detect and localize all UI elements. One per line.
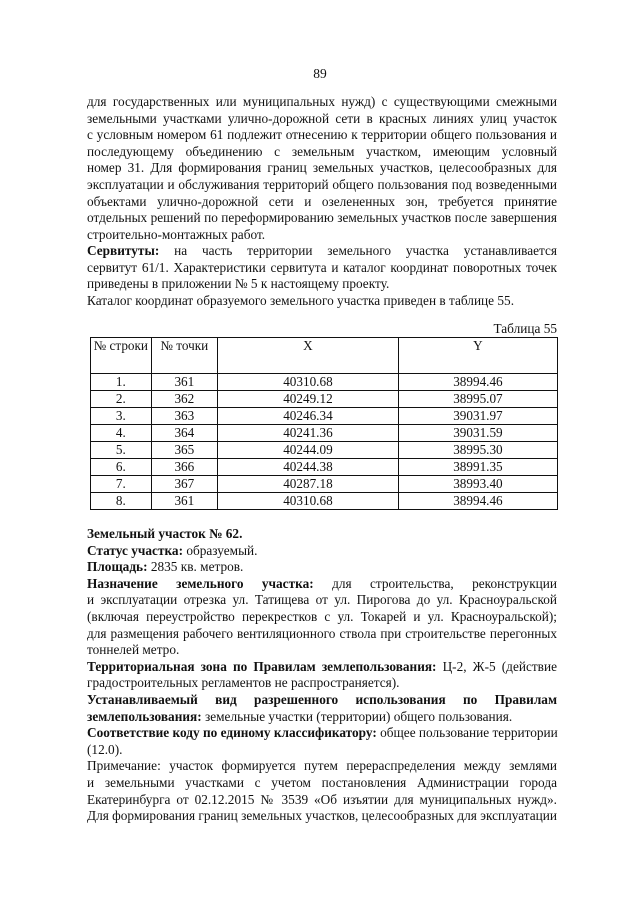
- cell-x: 40241.36: [218, 425, 399, 442]
- cell-y: 38991.35: [398, 459, 557, 476]
- text-line: для размещения рабочего вентиляционного ствола при строительстве перегонных: [87, 625, 557, 641]
- servitudes-label: Сервитуты:: [87, 243, 160, 258]
- header-point-no: № точки: [151, 338, 217, 374]
- text-line: с условным номером 61 подлежит отнесению к территории общего пользования и: [87, 127, 557, 143]
- page-number: 89: [313, 66, 327, 81]
- intro-paragraph: [87, 94, 557, 243]
- coordinates-table: [90, 337, 558, 510]
- cell-y: 39031.59: [398, 425, 557, 442]
- text-line: и эксплуатации отрезка ул. Татищева от ул. Пирогова до ул. Красноуральской: [87, 592, 557, 608]
- text-line: земельными участками улично-дорожной сети в красных линиях улиц участок: [87, 110, 557, 126]
- use-line: [87, 709, 557, 726]
- header-row-no: № строки: [91, 338, 152, 374]
- cell-row-no: 6.: [91, 459, 152, 476]
- note-line: Для формирования границ земельных участков, целесообразных для эксплуатации: [87, 808, 557, 824]
- parcel-section: [87, 526, 557, 825]
- text-line: отдельных решений по переформированию земельных участков после завершения: [87, 210, 557, 226]
- text-line: (12.0).: [87, 741, 123, 757]
- table-row: [91, 459, 558, 476]
- text-line: приведены в приложении № 5 к настоящему проекту.: [87, 276, 390, 292]
- zone-value: Ц-2, Ж-5 (действие: [442, 658, 557, 674]
- text-line: (включая переустройство перекрестков с ул. Токарей и ул. Красноуральской);: [87, 608, 557, 624]
- cell-row-no: 5.: [91, 442, 152, 459]
- cell-y: 38994.46: [398, 374, 557, 391]
- cell-row-no: 2.: [91, 391, 152, 408]
- cell-point: 361: [151, 493, 217, 510]
- text-line: градостроительных регламентов не распространяется).: [87, 675, 400, 691]
- parcel-title: [87, 526, 557, 543]
- cell-y: 39031.97: [398, 408, 557, 425]
- cell-x: 40244.38: [218, 459, 399, 476]
- use-value: земельные участки (территории) общего пользования.: [204, 708, 513, 724]
- cell-x: 40310.68: [218, 493, 399, 510]
- area-value: 2835 кв. метров.: [150, 559, 244, 575]
- cell-y: 38995.07: [398, 391, 557, 408]
- table-caption: Таблица 55: [493, 321, 557, 336]
- cell-point: 364: [151, 425, 217, 442]
- cell-y: 38994.46: [398, 493, 557, 510]
- cell-row-no: 1.: [91, 374, 152, 391]
- text-line: строительно-монтажных работ.: [87, 226, 266, 242]
- header-y: Y: [398, 338, 557, 374]
- cell-x: 40287.18: [218, 476, 399, 493]
- cell-row-no: 3.: [91, 408, 152, 425]
- text-line: [87, 243, 557, 260]
- note-line: и земельными участками с учетом постановления Администрации города: [87, 774, 557, 790]
- table-row: [91, 442, 558, 459]
- use-label-line: [87, 692, 557, 709]
- cell-point: 363: [151, 408, 217, 425]
- text-line: эксплуатации и обслуживания территорий общего пользования под возведенными: [87, 176, 557, 192]
- code-label: Соответствие коду по единому классификатору:: [87, 725, 377, 741]
- cell-point: 362: [151, 391, 217, 408]
- text-line: последующему объединению с земельным участком, имеющим условный: [87, 143, 557, 159]
- code-value: общее пользование территории: [380, 725, 558, 741]
- cell-point: 365: [151, 442, 217, 459]
- table-row: [91, 391, 558, 408]
- cell-x: 40246.34: [218, 408, 399, 425]
- cell-y: 38995.30: [398, 442, 557, 459]
- use-label-cont: землепользования:: [87, 708, 202, 724]
- servitudes-paragraph: [87, 243, 557, 309]
- use-label: Устанавливаемый вид разрешенного использования по Правилам: [87, 691, 557, 707]
- purpose-value: для строительства, реконструкции: [332, 575, 558, 591]
- text-line: тоннелей метро.: [87, 642, 180, 658]
- area-label: Площадь:: [87, 559, 148, 575]
- table-row: [91, 476, 558, 493]
- table-row: [91, 425, 558, 442]
- status-line: [87, 543, 557, 560]
- table-row: [91, 493, 558, 510]
- cell-x: 40249.12: [218, 391, 399, 408]
- purpose-line: [87, 576, 557, 593]
- text-line: сервитут 61/1. Характеристики сервитута и каталог координат поворотных точек: [87, 259, 557, 275]
- cell-row-no: 4.: [91, 425, 152, 442]
- cell-point: 366: [151, 459, 217, 476]
- cell-y: 38993.40: [398, 476, 557, 493]
- table-header-row: [91, 338, 558, 374]
- text-line: объектами улично-дорожной сети и озелененных зон, требуется принятие: [87, 193, 557, 209]
- cell-point: 367: [151, 476, 217, 493]
- note-line: Примечание: участок формируется путем перераспределения между землями: [87, 758, 557, 774]
- header-x: X: [218, 338, 399, 374]
- zone-label: Территориальная зона по Правилам землепользования:: [87, 658, 437, 674]
- zone-line: [87, 659, 557, 676]
- cell-row-no: 7.: [91, 476, 152, 493]
- code-line: [87, 725, 557, 742]
- table-row: [91, 374, 558, 391]
- servitudes-text: на часть территории земельного участка устанавливается: [174, 243, 557, 258]
- cell-x: 40244.09: [218, 442, 399, 459]
- cell-point: 361: [151, 374, 217, 391]
- cell-x: 40310.68: [218, 374, 399, 391]
- table-row: [91, 408, 558, 425]
- status-value: образуемый.: [186, 542, 258, 558]
- note-line: Екатеринбурга от 02.12.2015 № 3539 «Об изъятии для муниципальных нужд».: [87, 791, 557, 807]
- purpose-label: Назначение земельного участка:: [87, 575, 314, 591]
- text-line: для государственных или муниципальных нужд) с существующими смежными: [87, 94, 557, 109]
- cell-row-no: 8.: [91, 493, 152, 510]
- parcel-title-text: Земельный участок № 62.: [87, 526, 243, 541]
- catalog-text: Каталог координат образуемого земельного участка приведен в таблице 55.: [87, 292, 515, 308]
- text-line: номер 31. Для формирования границ земельных участков, целесообразных для: [87, 160, 557, 176]
- area-line: [87, 559, 557, 576]
- status-label: Статус участка:: [87, 542, 184, 558]
